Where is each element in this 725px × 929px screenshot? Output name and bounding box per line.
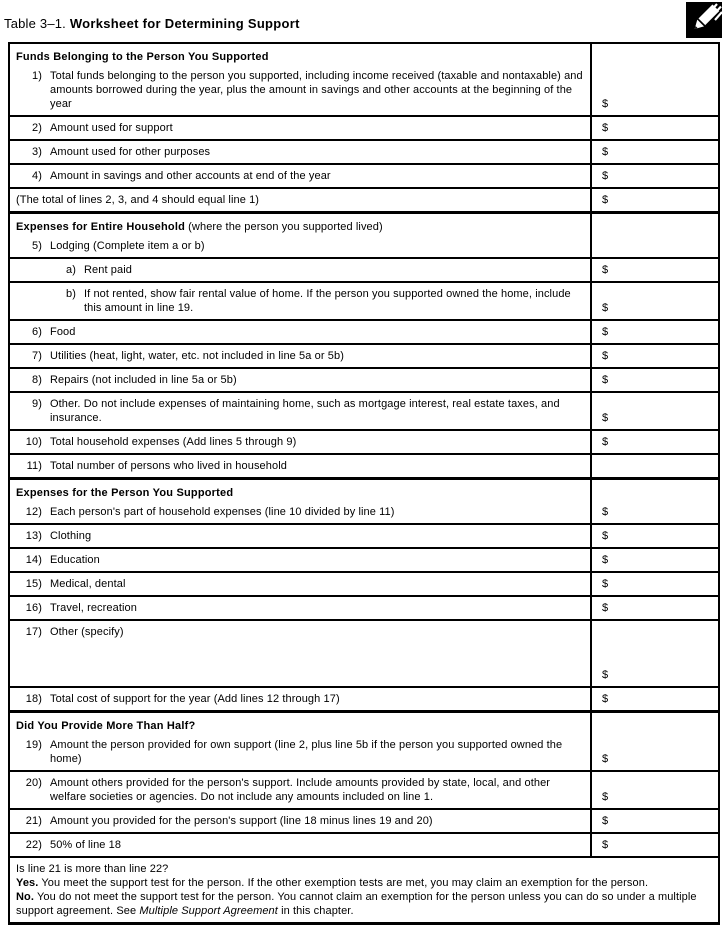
line-label-cell [10, 141, 590, 163]
amount-cell [590, 431, 718, 453]
line-number: 18) [25, 693, 42, 705]
line-label: Travel, recreation [50, 602, 137, 614]
dollar-sign: $ [602, 98, 609, 110]
worksheet-row [10, 391, 718, 429]
line-number: 3) [32, 146, 42, 158]
line-label: Medical, dental [50, 578, 126, 590]
pencil-worksheet-icon [686, 2, 722, 38]
footer-no-line: No. You do not meet the support test for the person. You cannot claim an exemption for the person unless you can do so under a multiple support agreement. See Multiple Support Agreement in this chapter. [16, 891, 697, 917]
line-number: 17) [25, 626, 42, 638]
line-number: 7) [32, 350, 42, 362]
line-number: 5) [32, 240, 42, 252]
line-label-cell [10, 501, 590, 523]
line-label: Rent paid [84, 264, 132, 276]
line-label-cell [10, 283, 590, 319]
line-label-cell [10, 117, 590, 139]
amount-cell [590, 734, 718, 770]
amount-cell [590, 713, 718, 734]
line-number: 22) [25, 839, 42, 851]
line-label: Food [50, 326, 76, 338]
line-label-cell [10, 189, 590, 211]
line-label-cell [10, 688, 590, 710]
amount-cell [590, 165, 718, 187]
section-header-row [10, 477, 718, 501]
worksheet-row [10, 139, 718, 163]
amount-cell [590, 688, 718, 710]
line-label: Repairs (not included in line 5a or 5b) [50, 374, 237, 386]
amount-cell [590, 369, 718, 391]
line-label-cell [10, 431, 590, 453]
amount-cell [590, 189, 718, 211]
worksheet-row [10, 115, 718, 139]
amount-cell [590, 65, 718, 115]
line-number: 8) [32, 374, 42, 386]
line-label: Amount in savings and other accounts at end of the year [50, 170, 331, 182]
line-number: 21) [25, 815, 42, 827]
line-number: 6) [32, 326, 42, 338]
section-heading-bold: Expenses for Entire Household [16, 221, 186, 233]
worksheet-row [10, 367, 718, 391]
worksheet-rows [10, 44, 718, 856]
dollar-sign: $ [602, 302, 609, 314]
amount-cell [590, 480, 718, 501]
section-header-row [10, 710, 718, 734]
line-label-cell [10, 369, 590, 391]
line-label: Lodging (Complete item a or b) [50, 240, 205, 252]
worksheet-row [10, 187, 718, 211]
line-label-cell [10, 65, 590, 115]
worksheet-row [10, 734, 718, 770]
dollar-sign: $ [602, 122, 609, 134]
worksheet-row [10, 808, 718, 832]
dollar-sign: $ [602, 791, 609, 803]
dollar-sign: $ [602, 326, 609, 338]
dollar-sign: $ [602, 350, 609, 362]
line-label-cell [10, 345, 590, 367]
yes-label: Yes. [16, 877, 39, 889]
dollar-sign: $ [602, 412, 609, 424]
line-number: 4) [32, 170, 42, 182]
worksheet-row [10, 235, 718, 257]
line-label-cell [10, 455, 590, 477]
footer-question: Is line 21 is more than line 22? [16, 863, 169, 875]
dollar-sign: $ [602, 753, 609, 765]
dollar-sign: $ [602, 146, 609, 158]
line-label: If not rented, show fair rental value of home. If the person you supported owned the home, include this amount in line 19. [84, 288, 571, 314]
dollar-sign: $ [602, 815, 609, 827]
amount-cell [590, 597, 718, 619]
worksheet-row [10, 429, 718, 453]
table-title: Worksheet for Determining Support [69, 16, 300, 31]
line-number: a) [66, 264, 76, 276]
no-label: No. [16, 891, 35, 903]
amount-cell [590, 573, 718, 595]
amount-cell [590, 772, 718, 808]
dollar-sign: $ [602, 506, 609, 518]
dollar-sign: $ [602, 554, 609, 566]
line-label: Other (specify) [50, 626, 124, 638]
amount-cell [590, 810, 718, 832]
worksheet-row [10, 65, 718, 115]
line-label: Other. Do not include expenses of maintaining home, such as mortgage interest, real estate taxes, and insurance. [50, 398, 560, 424]
line-label-cell [10, 165, 590, 187]
table-number: Table 3–1. [4, 16, 66, 31]
dollar-sign: $ [602, 578, 609, 590]
line-label: Amount you provided for the person's support (line 18 minus lines 19 and 20) [50, 815, 433, 827]
amount-cell [590, 141, 718, 163]
worksheet-row [10, 257, 718, 281]
amount-cell [590, 621, 718, 686]
dollar-sign: $ [602, 170, 609, 182]
worksheet-row [10, 595, 718, 619]
amount-cell [590, 321, 718, 343]
line-label-cell [10, 235, 590, 257]
line-number: 11) [26, 460, 42, 472]
line-number: b) [66, 288, 76, 300]
page-title [4, 16, 300, 31]
dollar-sign: $ [602, 669, 609, 681]
amount-cell [590, 259, 718, 281]
line-number: 16) [25, 602, 42, 614]
dollar-sign: $ [602, 693, 609, 705]
worksheet-row [10, 770, 718, 808]
line-label-cell [10, 772, 590, 808]
line-number: 20) [25, 777, 42, 789]
section-heading [10, 214, 590, 235]
line-number: 14) [25, 554, 42, 566]
line-label: Each person's part of household expenses (line 10 divided by line 11) [50, 506, 395, 518]
worksheet-row [10, 281, 718, 319]
amount-cell [590, 214, 718, 235]
amount-cell [590, 834, 718, 856]
support-worksheet-table [8, 42, 720, 925]
line-label: Amount others provided for the person's support. Include amounts provided by state, local, and other welfare societies or agencies. Do not include any amounts included on line 1. [50, 777, 551, 803]
line-label-cell [10, 810, 590, 832]
line-label: Total funds belonging to the person you supported, including income received (taxable and nontaxable) and amounts borrowed during the year, plus the amount in savings and other accounts at the beginning of the year [50, 70, 583, 110]
dollar-sign: $ [602, 530, 609, 542]
amount-cell [590, 455, 718, 477]
line-label: Education [50, 554, 100, 566]
footer-note [10, 856, 718, 922]
line-number: 15) [25, 578, 42, 590]
line-label: Clothing [50, 530, 92, 542]
section-header-row [10, 211, 718, 235]
amount-cell [590, 393, 718, 429]
amount-cell [590, 283, 718, 319]
amount-cell [590, 501, 718, 523]
section-heading [10, 44, 590, 65]
section-heading-bold: Funds Belonging to the Person You Supported [16, 51, 269, 63]
worksheet-row [10, 343, 718, 367]
line-label-cell [10, 834, 590, 856]
line-label-cell [10, 259, 590, 281]
dollar-sign: $ [602, 602, 609, 614]
cross-reference: Multiple Support Agreement [139, 905, 278, 917]
line-label-cell [10, 734, 590, 770]
section-header-row [10, 44, 718, 65]
worksheet-row [10, 163, 718, 187]
worksheet-row [10, 571, 718, 595]
worksheet-row [10, 832, 718, 856]
worksheet-row [10, 501, 718, 523]
amount-cell [590, 117, 718, 139]
section-heading-bold: Did You Provide More Than Half? [16, 720, 196, 732]
line-label: Amount used for other purposes [50, 146, 211, 158]
line-label: Amount used for support [50, 122, 173, 134]
amount-cell [590, 549, 718, 571]
line-label: Total number of persons who lived in household [50, 460, 287, 472]
section-heading-bold: Expenses for the Person You Supported [16, 487, 234, 499]
amount-cell [590, 345, 718, 367]
line-label: Amount the person provided for own support (line 2, plus line 5b if the person you supported owned the home) [50, 739, 563, 765]
worksheet-row [10, 686, 718, 710]
line-label-cell [10, 525, 590, 547]
line-number: 10) [25, 436, 42, 448]
line-label: Utilities (heat, light, water, etc. not included in line 5a or 5b) [50, 350, 344, 362]
line-number: 12) [25, 506, 42, 518]
worksheet-row [10, 523, 718, 547]
dollar-sign: $ [602, 374, 609, 386]
line-label-cell [10, 573, 590, 595]
line-number: 19) [25, 739, 42, 751]
amount-cell [590, 525, 718, 547]
worksheet-row [10, 453, 718, 477]
line-label: Total cost of support for the year (Add lines 12 through 17) [50, 693, 340, 705]
worksheet-row [10, 547, 718, 571]
line-number: 13) [25, 530, 42, 542]
line-label: Total household expenses (Add lines 5 through 9) [50, 436, 297, 448]
section-heading [10, 480, 590, 501]
amount-cell [590, 235, 718, 257]
line-label-cell [10, 393, 590, 429]
line-number: 1) [32, 70, 42, 82]
section-heading [10, 713, 590, 734]
line-label-cell [10, 321, 590, 343]
line-number: 9) [32, 398, 42, 410]
worksheet-row [10, 619, 718, 686]
line-label-cell [10, 549, 590, 571]
line-label: (The total of lines 2, 3, and 4 should equal line 1) [16, 194, 260, 206]
worksheet-row [10, 319, 718, 343]
amount-cell [590, 44, 718, 65]
dollar-sign: $ [602, 194, 609, 206]
dollar-sign: $ [602, 436, 609, 448]
section-heading-rest: (where the person you supported lived) [185, 221, 383, 233]
dollar-sign: $ [602, 839, 609, 851]
footer-yes-line: Yes. You meet the support test for the person. If the other exemption tests are met, you may claim an exemption for the person. [16, 877, 649, 889]
line-label-cell [10, 621, 590, 686]
line-label-cell [10, 597, 590, 619]
line-label: 50% of line 18 [50, 839, 122, 851]
dollar-sign: $ [602, 264, 609, 276]
line-number: 2) [32, 122, 42, 134]
